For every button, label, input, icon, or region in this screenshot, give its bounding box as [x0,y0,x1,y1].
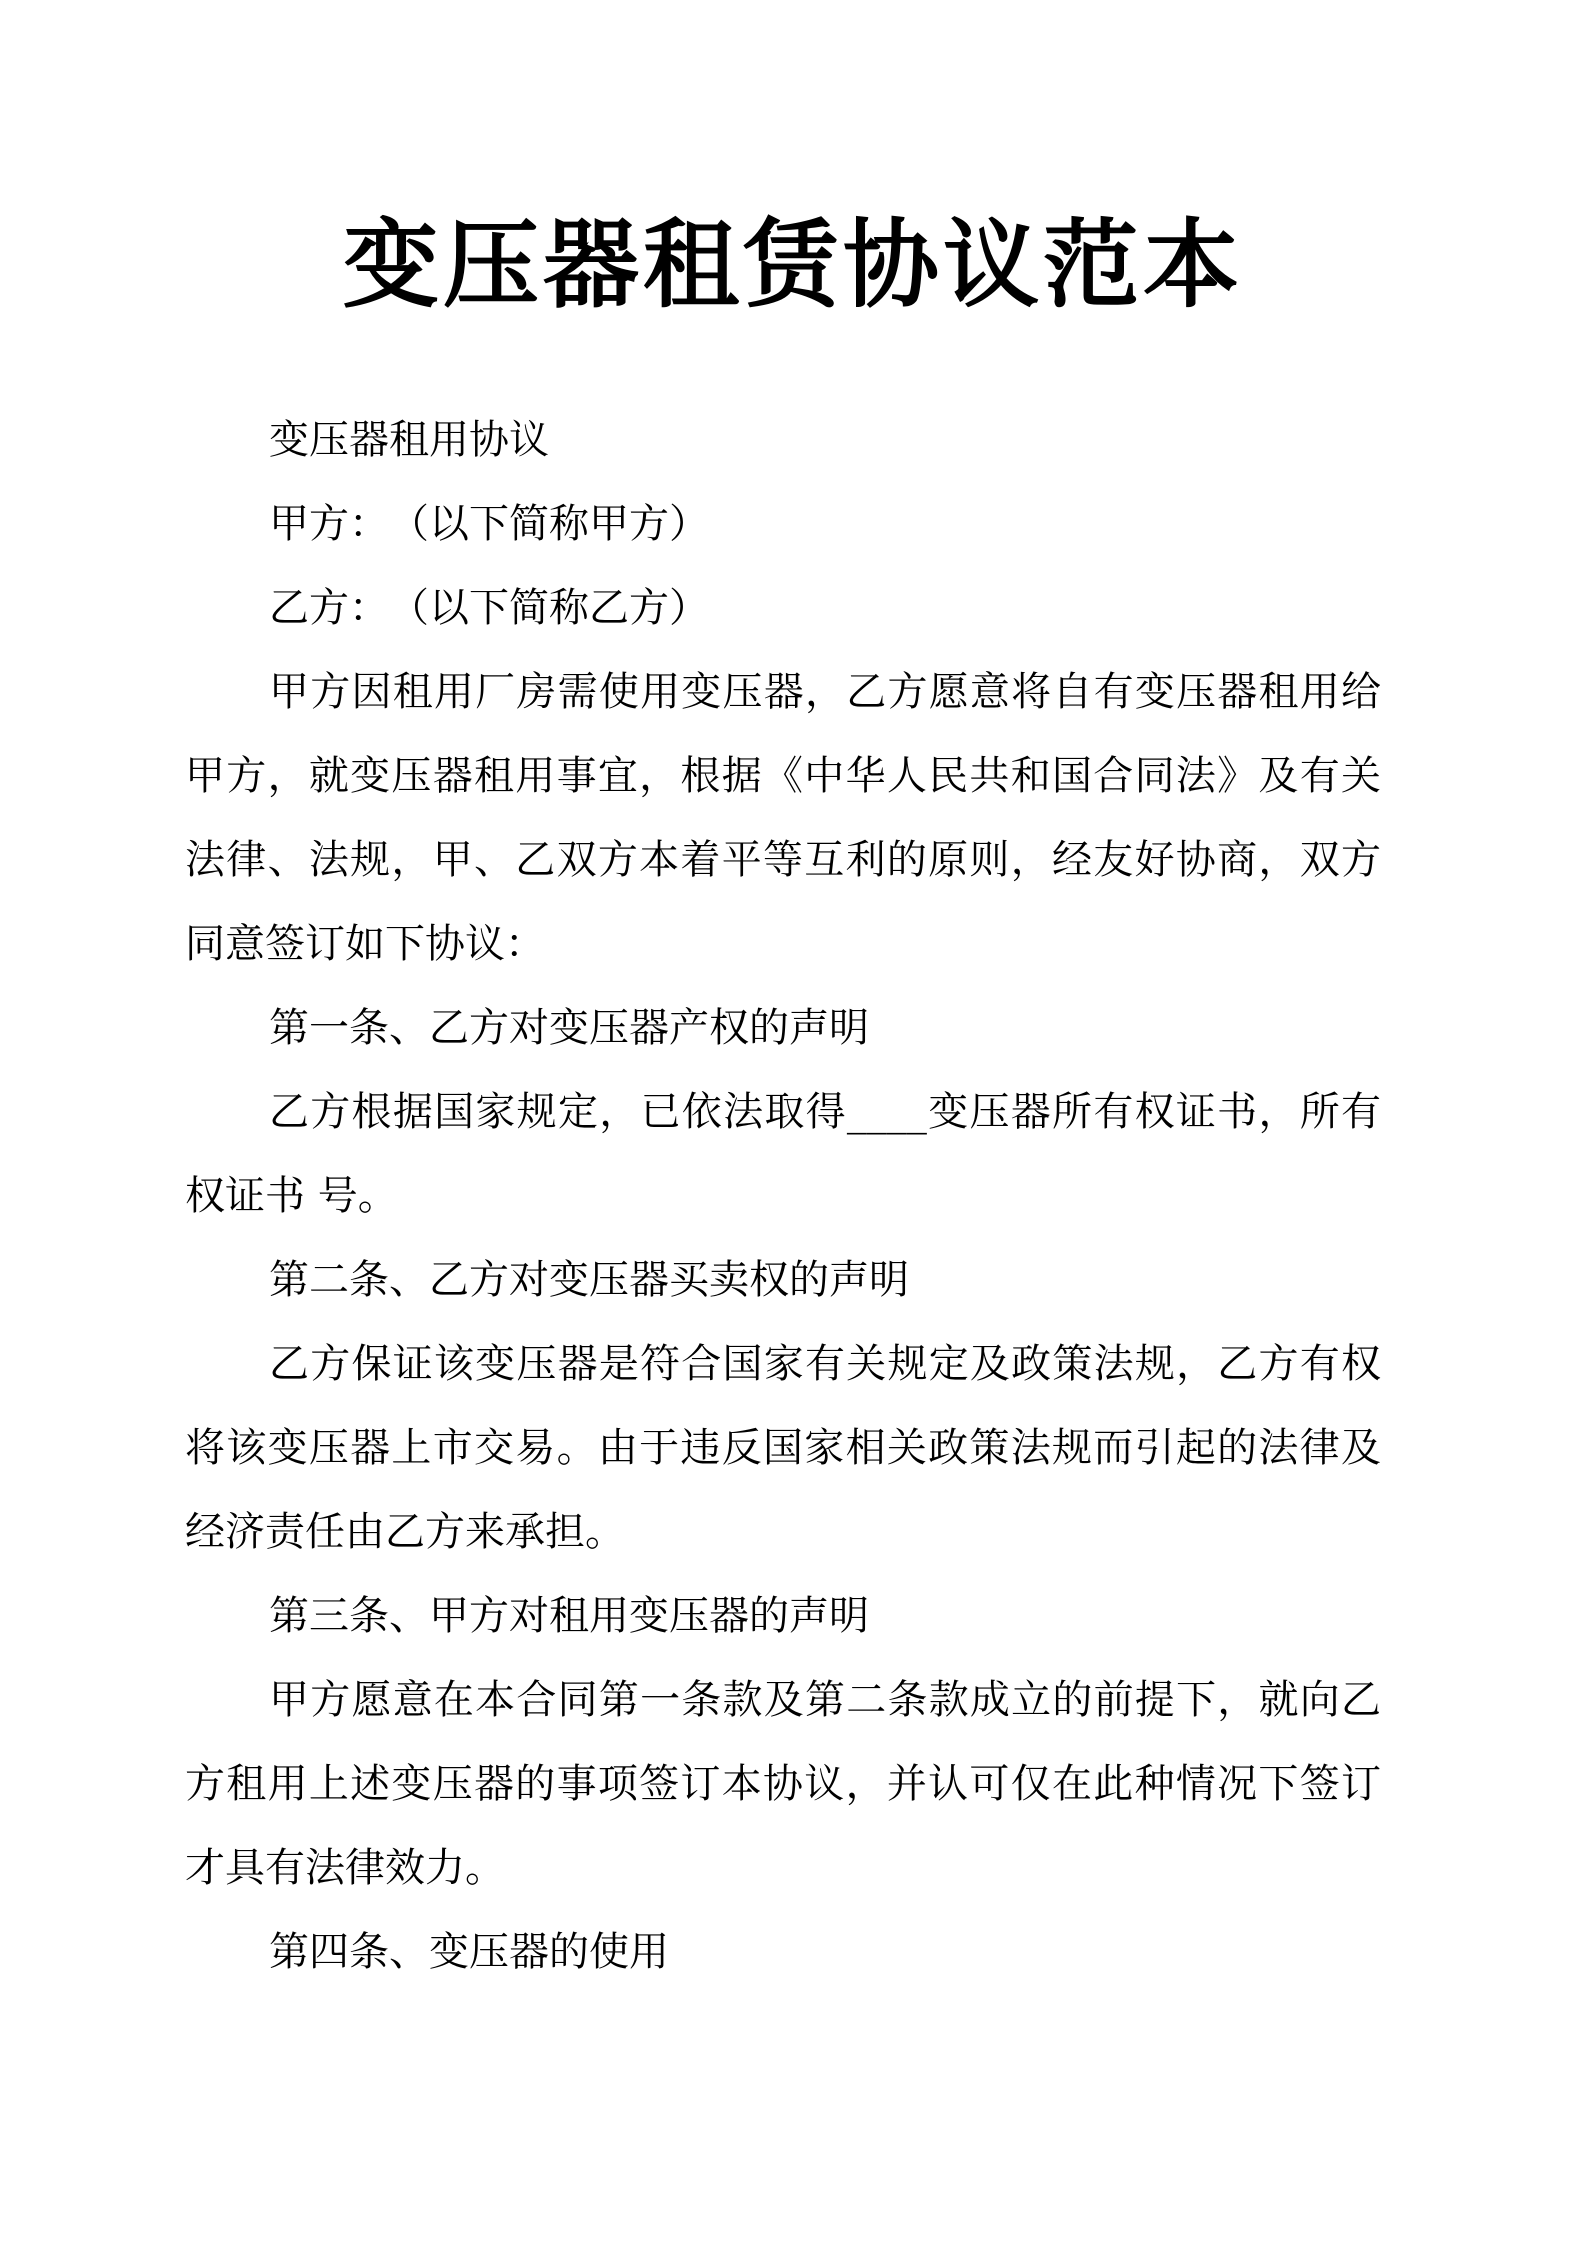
party-b-line: 乙方： （以下简称乙方） [269,585,709,631]
article-4-heading: 第四条、变压器的使用 [269,1929,669,1975]
preamble-paragraph: 甲方因租用厂房需使用变压器，乙方愿意将自有变压器租用给甲方，就变压器租用事宜，根据《中华人民共和国合同法》及有关法律、法规，甲、乙双方本着平等互利的原则，经友好协商，双方同意签订如下协议： [185,669,1381,967]
document-body [185,398,1381,1994]
party-a-line: 甲方： （以下简称甲方） [269,501,709,547]
document-title: 变压器租赁协议范本 [343,209,1243,321]
article-1-body: 乙方根据国家规定，已依法取得____变压器所有权证书，所有权证书 号。 [185,1089,1381,1219]
article-2-body: 乙方保证该变压器是符合国家有关规定及政策法规，乙方有权将该变压器上市交易。由于违反国家相关政策法规而引起的法律及经济责任由乙方来承担。 [185,1341,1381,1555]
article-2-heading: 第二条、乙方对变压器买卖权的声明 [269,1257,909,1303]
agreement-heading: 变压器租用协议 [269,417,549,463]
article-3-heading: 第三条、甲方对租用变压器的声明 [269,1593,869,1639]
article-3-body: 甲方愿意在本合同第一条款及第二条款成立的前提下，就向乙方租用上述变压器的事项签订本协议，并认可仅在此种情况下签订才具有法律效力。 [185,1677,1381,1891]
article-1-heading: 第一条、乙方对变压器产权的声明 [269,1005,869,1051]
